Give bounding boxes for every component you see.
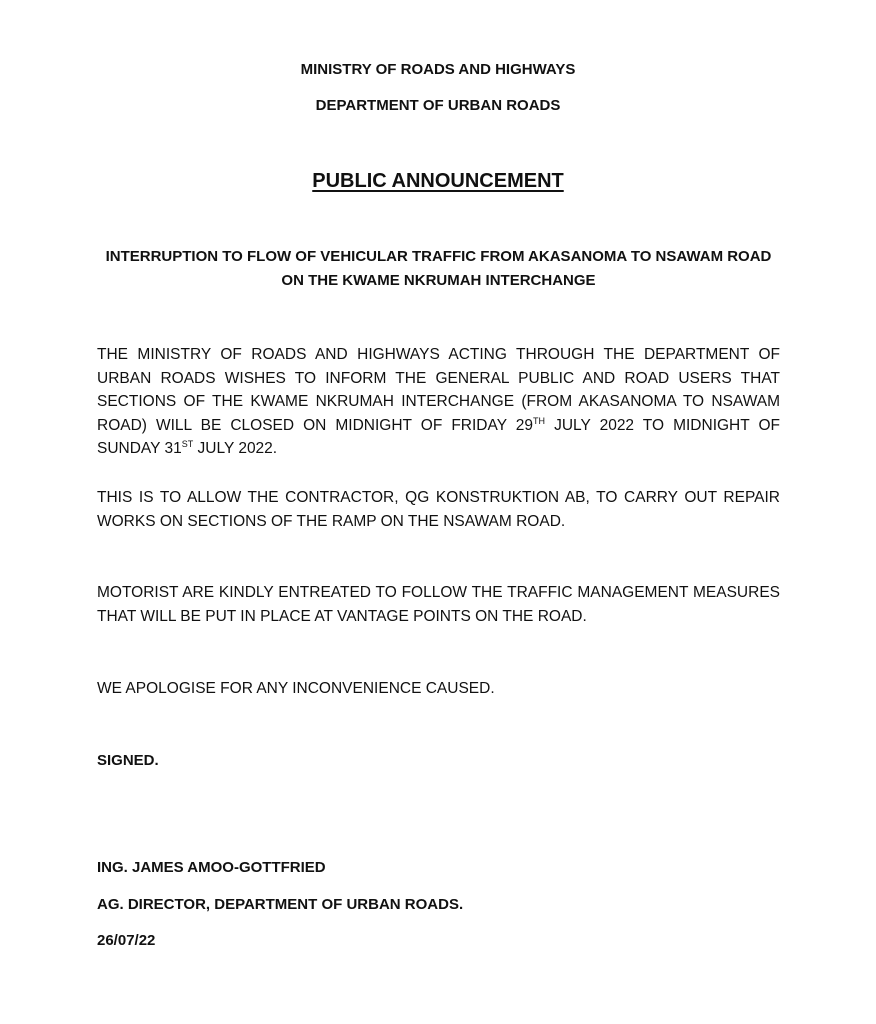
subject-heading: [97, 245, 780, 293]
signatory-position: AG. DIRECTOR, DEPARTMENT OF URBAN ROADS.: [97, 896, 464, 913]
closure-sup-a: TH: [533, 415, 546, 426]
signed-label: SIGNED.: [97, 752, 159, 769]
closure-text-b: JULY 2022 TO MIDNIGHT OF SUNDAY 31: [97, 416, 781, 457]
paragraph-contractor: THIS IS TO ALLOW THE CONTRACTOR, QG KONSTRUKTION AB, TO CARRY OUT REPAIR WORKS ON SECTIONS OF THE RAMP ON THE NSAWAM ROAD.: [97, 489, 780, 530]
closure-text-a: THE MINISTRY OF ROADS AND HIGHWAYS ACTING THROUGH THE DEPARTMENT OF URBAN ROADS WISHES TO INFORM THE GENERAL PUBLIC AND ROAD USERS THAT SECTIONS OF THE KWAME NKRUMAH INTERCHANGE (FROM AKASANOMA TO NSAWAM ROAD) WILL BE CLOSED ON MIDNIGHT OF FRIDAY 29: [97, 346, 780, 434]
signatory-name: ING. JAMES AMOO-GOTTFRIED: [97, 859, 326, 876]
paragraph-apology: WE APOLOGISE FOR ANY INCONVENIENCE CAUSED.: [97, 680, 495, 697]
subject-line-2: ON THE KWAME NKRUMAH INTERCHANGE: [281, 272, 596, 289]
ministry-heading: MINISTRY OF ROADS AND HIGHWAYS: [300, 61, 576, 78]
paragraph-motorists: MOTORIST ARE KINDLY ENTREATED TO FOLLOW THE TRAFFIC MANAGEMENT MEASURES THAT WILL BE PUT IN PLACE AT VANTAGE POINTS ON THE ROAD.: [97, 584, 780, 625]
page-title: PUBLIC ANNOUNCEMENT: [312, 170, 564, 192]
subject-line-1: INTERRUPTION TO FLOW OF VEHICULAR TRAFFIC FROM AKASANOMA TO NSAWAM ROAD: [105, 248, 772, 265]
document-date: 26/07/22: [97, 932, 156, 949]
paragraph-closure-notice: [97, 343, 780, 461]
closure-sup-b: ST: [181, 439, 194, 449]
department-heading: DEPARTMENT OF URBAN ROADS: [315, 97, 561, 114]
closure-text-c: JULY 2022.: [193, 440, 278, 457]
